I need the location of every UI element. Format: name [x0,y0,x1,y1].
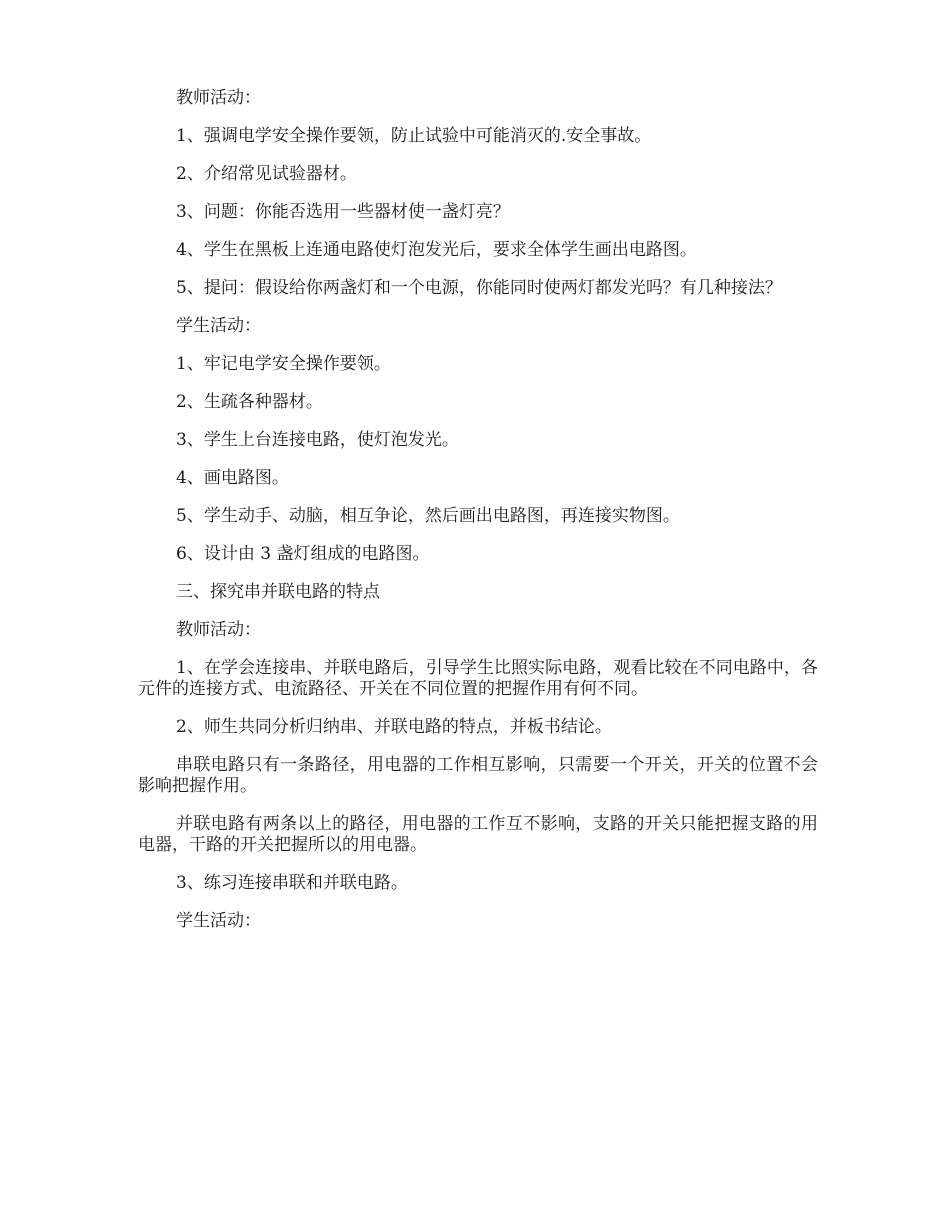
teacher-activity-heading: 教师活动： [176,88,261,108]
student-step-2: 2、生疏各种器材。 [176,392,323,412]
teacher-step-1b: 1、在学会连接串、并联电路后，引导学生比照实际电路，观看比较在不同电路中，各元件的连接方式、电流路径、开关在不同位置的把握作用有何不同。 [138,658,818,699]
student-step-6: 6、设计由 3 盏灯组成的电路图。 [176,544,430,564]
parallel-circuit-conclusion: 并联电路有两条以上的路径，用电器的工作互不影响，支路的开关只能把握支路的用电器，干路的开关把握所以的用电器。 [138,814,818,855]
teacher-step-4: 4、学生在黑板上连通电路使灯泡发光后，要求全体学生画出电路图。 [176,240,697,260]
teacher-step-1: 1、强调电学安全操作要领，防止试验中可能消灭的.安全事故。 [176,126,652,146]
student-activity-heading-2: 学生活动： [176,911,261,931]
student-activity-heading: 学生活动： [176,316,261,336]
teacher-step-3: 3、问题：你能否选用一些器材使一盏灯亮？ [176,202,510,222]
student-step-3: 3、学生上台连接电路，使灯泡发光。 [176,430,459,450]
series-circuit-conclusion: 串联电路只有一条路径，用电器的工作相互影响，只需要一个开关，开关的位置不会影响把握作用。 [138,755,818,796]
teacher-step-5: 5、提问：假设给你两盏灯和一个电源，你能同时使两灯都发光吗？有几种接法？ [176,278,782,298]
student-step-5: 5、学生动手、动脑，相互争论，然后画出电路图，再连接实物图。 [176,506,680,526]
student-step-4: 4、画电路图。 [176,468,289,488]
teacher-step-2b: 2、师生共同分析归纳串、并联电路的特点，并板书结论。 [176,717,612,737]
teacher-step-3b: 3、练习连接串联和并联电路。 [176,873,408,893]
document-page [138,88,818,949]
student-step-1: 1、牢记电学安全操作要领。 [176,354,391,374]
teacher-activity-heading-2: 教师活动： [176,620,261,640]
teacher-step-2: 2、介绍常见试验器材。 [176,164,357,184]
section-heading: 三、探究串并联电路的特点 [176,582,380,602]
